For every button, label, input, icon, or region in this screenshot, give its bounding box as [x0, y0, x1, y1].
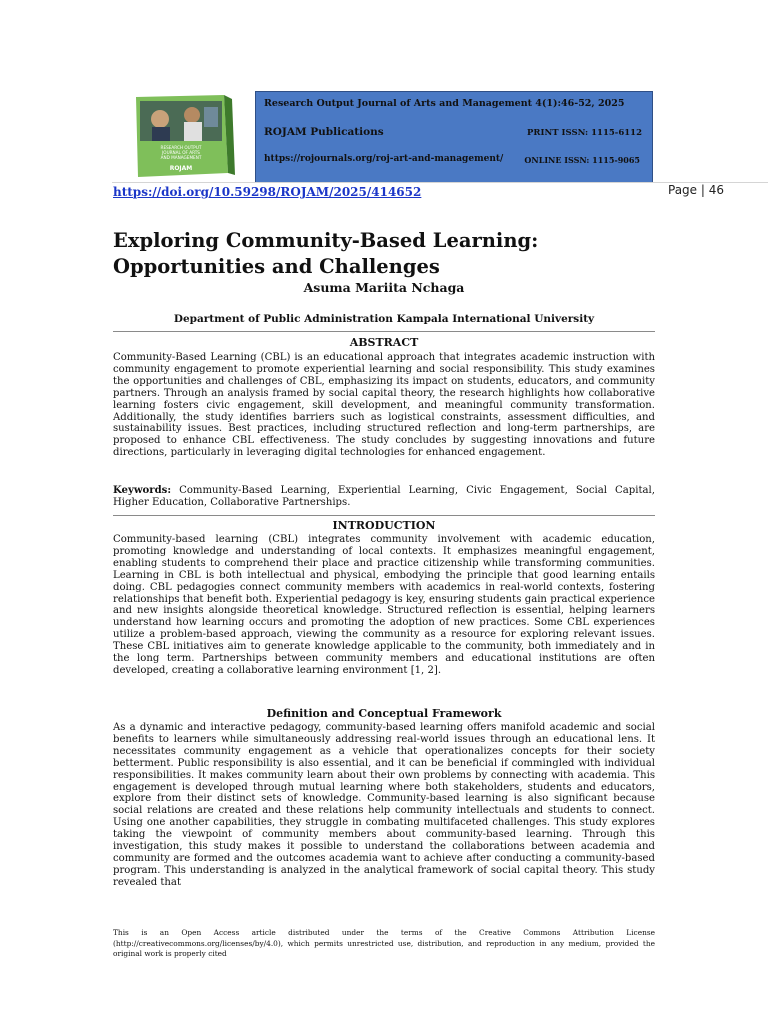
abstract-top-rule [113, 331, 655, 332]
journal-citation: Research Output Journal of Arts and Management 4(1):46-52, 2025 [264, 98, 625, 109]
journal-banner [255, 91, 653, 183]
cover-text-3: AND MANAGEMENT [160, 155, 202, 160]
keywords-text: Community-Based Learning, Experiential Learning, Civic Engagement, Social Capital, Higher Education, Collaborative Partnerships. [113, 485, 655, 508]
keywords [113, 485, 655, 509]
page-number: Page | 46 [668, 183, 724, 197]
cover-text-1: RESEARCH OUTPUT [160, 145, 202, 150]
journal-url[interactable]: https://rojournals.org/roj-art-and-management/ [264, 154, 504, 164]
doi-link[interactable]: https://doi.org/10.59298/ROJAM/2025/414652 [113, 185, 422, 199]
definition-heading: Definition and Conceptual Framework [266, 707, 502, 720]
abstract-text: Community-Based Learning (CBL) is an educational approach that integrates academic instruction with community engagement to promote experiential learning and social responsibility. This study examines the opportunities and challenges of CBL, emphasizing its impact on students, educators, and community partners. Through an analysis framed by social capital theory, the research highlights how collaborative learning fosters civic engagement, skill development, and meaningful community transformation. Additionally, the study identifies barriers such as logistical constraints, assessment difficulties, and sustainability issues. Best practices, including structured reflection and long-term partnerships, are proposed to enhance CBL effectiveness. The study concludes by suggesting innovations and future directions, particularly in leveraging digital technologies for enhanced engagement. [113, 352, 655, 459]
abstract-heading: ABSTRACT [349, 336, 419, 349]
keywords-label: Keywords: [113, 485, 172, 496]
license-notice: This is an Open Access article distributed under the terms of the Creative Commons Attribution License (http://creativecommons.org/licenses/by/4.0), which permits unrestricted use, distribution, and reproduction in any medium, provided the original work is properly cited [113, 928, 655, 958]
journal-cover-image [112, 91, 255, 181]
online-issn: ONLINE ISSN: 1115-9065 [524, 155, 640, 165]
definition-text: As a dynamic and interactive pedagogy, community-based learning offers manifold academic and social benefits to learners while simultaneously addressing real-world issues through an educational lens. It necessitates community engagement as a vehicle that operationalizes concepts for their society betterment. Public responsibility is also essential, and it can be beneficial if commingled with individual responsibilities. It makes community learn about their own problems by connecting with academia. This engagement is developed through mutual learning where both stakeholders, students and educators, explore from their distinct sets of knowledge. Community-based learning is also significant because social relations are created and these relations help community intellectuals and students to connect. Using one another capabilities, they struggle in combating multifaceted challenges. This study explores taking the viewpoint of community members about community-based learning. Through this investigation, this study makes it possible to understand the collaborations between academia and community are formed and the outcomes academia want to achieve after conducting a community-based program. This understanding is analyzed in the analytical framework of social capital theory. This study revealed that [113, 722, 655, 888]
cover-text-4: ROJAM [169, 165, 193, 172]
cover-text-2: JOURNAL OF ARTS [162, 150, 200, 155]
publisher-name: ROJAM Publications [264, 126, 384, 138]
author-affiliation: Department of Public Administration Kampala International University [173, 313, 595, 325]
introduction-heading: INTRODUCTION [332, 519, 436, 532]
article-title: Exploring Community-Based Learning: Opportunities and Challenges [113, 229, 539, 278]
print-issn: PRINT ISSN: 1115-6112 [527, 128, 642, 138]
introduction-top-rule [113, 515, 655, 516]
introduction-text: Community-based learning (CBL) integrates community involvement with academic education, promoting knowledge and understanding of local contexts. It emphasizes meaningful engagement, enabling students to comprehend their place and practice citizenship while transforming communities. Learning in CBL is both intellectual and physical, embodying the principle that good learning entails doing. CBL pedagogies connect community members with academics in real-world contexts, fostering relationships that benefit both. Experiential pedagogy is key, ensuring students gain practical experience and new insights alongside theoretical knowledge. Structured reflection is essential, helping learners understand how learning occurs and promoting the adoption of new practices. Some CBL experiences utilize a problem-based approach, viewing the community as a resource for exploring relevant issues. These CBL initiatives aim to generate knowledge applicable to the community, both immediately and in the long term. Partnerships between community members and educational institutions are often developed, creating a collaborative learning environment [1, 2]. [113, 534, 655, 676]
author-name: Asuma Mariita Nchaga [303, 280, 465, 295]
